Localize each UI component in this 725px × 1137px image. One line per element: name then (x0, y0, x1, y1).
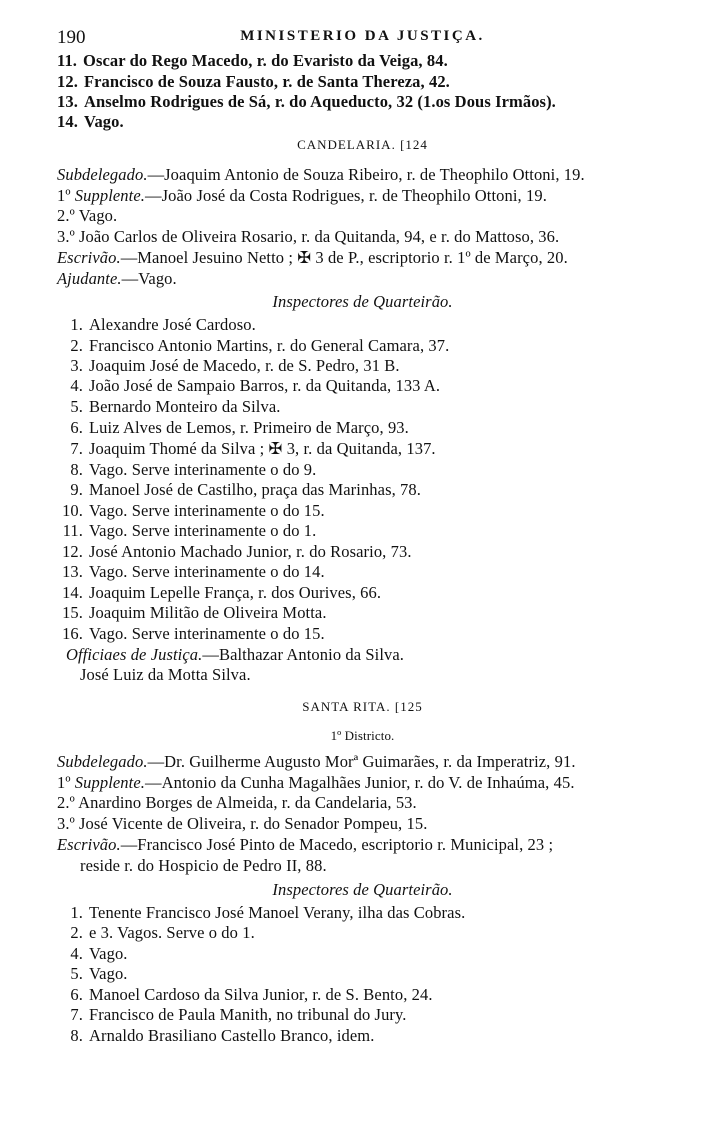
item-text: Vago. Serve interinamente o do 9. (89, 460, 317, 479)
item-text: Arnaldo Brasiliano Castello Branco, idem. (89, 1026, 375, 1045)
text-line (57, 944, 128, 964)
item-text: Francisco de Souza Fausto, r. de Santa Thereza, 42. (83, 72, 450, 91)
item-number: 10. (62, 501, 83, 520)
item-number: 8. (70, 1026, 83, 1045)
role-label: Ajudante. (57, 269, 122, 288)
item-text: Francisco de Paula Manith, no tribunal do Jury. (89, 1005, 407, 1024)
item-text: Joaquim Thomé da Silva ; ✠ 3, r. da Quitanda, 137. (89, 439, 436, 458)
item-text: Manoel José de Castilho, praça das Marinhas, 78. (89, 480, 421, 499)
item-number: 6. (70, 418, 83, 437)
item-text: Joaquim José de Macedo, r. de S. Pedro, 31 B. (89, 356, 400, 375)
item-number: 2. (70, 923, 83, 942)
ordinal: 1º (57, 773, 75, 792)
role-text: —Antonio da Cunha Magalhães Junior, r. do V. de Inhaúma, 45. (145, 773, 575, 792)
item-number: 14. (62, 583, 83, 602)
text-line (57, 562, 325, 582)
text-line (57, 1026, 374, 1046)
item-text: Luiz Alves de Lemos, r. Primeiro de Março, 93. (89, 418, 409, 437)
role-label: Subdelegado. (57, 752, 148, 771)
item-number: 2. (70, 336, 83, 355)
text-line (57, 773, 575, 793)
item-number: 11. (62, 521, 83, 540)
role-label: Supplente. (74, 773, 145, 792)
text-line (57, 542, 412, 562)
text-line (57, 624, 325, 644)
text-line (57, 336, 449, 356)
text-line (57, 985, 433, 1005)
role-label: Subdelegado. (57, 165, 148, 184)
text-line: 2.º Anardino Borges de Almeida, r. da Candelaria, 53. (57, 793, 417, 812)
text-line (57, 248, 568, 268)
text-line (57, 439, 436, 459)
item-number: 5. (70, 397, 83, 416)
item-number: 13. (62, 562, 83, 581)
item-number: 5. (70, 964, 83, 983)
item-text: Francisco Antonio Martins, r. do General Camara, 37. (89, 336, 450, 355)
role-label: Supplente. (74, 186, 145, 205)
role-label: Officiaes de Justiça. (66, 645, 203, 664)
subheading: Inspectores de Quarteirão. (272, 880, 453, 899)
item-text: Oscar do Rego Macedo, r. do Evaristo da Veiga, 84. (83, 51, 448, 70)
item-text: Bernardo Monteiro da Silva. (89, 397, 281, 416)
item-text: Alexandre José Cardoso. (89, 315, 256, 334)
item-number: 12. (62, 542, 83, 561)
page-number: 190 (57, 27, 86, 48)
text-line: 2.º Vago. (57, 206, 118, 225)
text-line: reside r. do Hospicio de Pedro II, 88. (80, 856, 327, 875)
subheading: 1º Districto. (330, 728, 395, 743)
role-text: —Dr. Guilherme Augusto Morª Guimarães, r. da Imperatriz, 91. (147, 752, 576, 771)
text-line (57, 583, 381, 603)
text-line (57, 903, 465, 923)
text-line (57, 92, 556, 112)
text-line (57, 418, 409, 438)
text-line (57, 923, 255, 943)
text-line (57, 480, 421, 500)
text-line (57, 460, 316, 480)
text-line (57, 51, 448, 71)
item-number: 7. (70, 439, 83, 458)
text-line (57, 964, 128, 984)
role-label: Escrivão. (57, 248, 121, 267)
item-number: 13. (57, 92, 78, 111)
item-text: Manoel Cardoso da Silva Junior, r. de S. Bento, 24. (89, 985, 433, 1004)
item-number: 1. (70, 315, 83, 334)
text-line (57, 376, 440, 396)
subheading: Inspectores de Quarteirão. (272, 292, 453, 311)
item-number: 14. (57, 112, 78, 131)
ordinal: 1º (57, 186, 75, 205)
item-number: 7. (70, 1005, 83, 1024)
text-line: José Luiz da Motta Silva. (80, 665, 251, 684)
role-text: —Manoel Jesuino Netto ; ✠ 3 de P., escriptorio r. 1º de Março, 20. (120, 248, 568, 267)
item-text: Vago. Serve interinamente o do 1. (89, 521, 317, 540)
section-heading: CANDELARIA. [124 (297, 137, 428, 152)
item-text: Vago. Serve interinamente o do 15. (89, 501, 325, 520)
item-text: Tenente Francisco José Manoel Verany, ilha das Cobras. (89, 903, 466, 922)
text-line (57, 1005, 407, 1025)
role-text: —Balthazar Antonio da Silva. (202, 645, 405, 664)
item-text: José Antonio Machado Junior, r. do Rosario, 73. (89, 542, 412, 561)
page-title: MINISTERIO DA JUSTIÇA. (240, 28, 485, 44)
item-text: Vago. Serve interinamente o do 14. (89, 562, 325, 581)
item-text: Anselmo Rodrigues de Sá, r. do Aqueducto, 32 (1.os Dous Irmãos). (83, 92, 556, 111)
role-text: —Joaquim Antonio de Souza Ribeiro, r. de Theophilo Ottoni, 19. (147, 165, 585, 184)
text-line (57, 112, 124, 132)
text-line (57, 752, 576, 772)
text-line: 3.º João Carlos de Oliveira Rosario, r. da Quitanda, 94, e r. do Mattoso, 36. (57, 227, 560, 246)
item-number: 6. (70, 985, 83, 1004)
text-line: 3.º José Vicente de Oliveira, r. do Senador Pompeu, 15. (57, 814, 428, 833)
text-line (57, 72, 450, 92)
item-number: 9. (70, 480, 83, 499)
item-text: Vago. (89, 944, 128, 963)
role-label: Escrivão. (57, 835, 121, 854)
item-number: 3. (70, 356, 83, 375)
item-number: 11. (57, 51, 78, 70)
text-line (57, 397, 281, 417)
item-text: e 3. Vagos. Serve o do 1. (89, 923, 255, 942)
item-number: 15. (62, 603, 83, 622)
role-text: —João José da Costa Rodrigues, r. de Theophilo Ottoni, 19. (145, 186, 547, 205)
text-line (66, 645, 404, 665)
item-number: 4. (70, 944, 83, 963)
text-line (57, 603, 327, 623)
text-line (57, 315, 256, 335)
text-line (57, 356, 400, 376)
item-text: João José de Sampaio Barros, r. da Quitanda, 133 A. (89, 376, 441, 395)
text-line (57, 521, 316, 541)
item-text: Joaquim Militão de Oliveira Motta. (89, 603, 327, 622)
item-text: Vago. (83, 112, 124, 131)
item-text: Vago. (89, 964, 128, 983)
item-number: 4. (70, 376, 83, 395)
item-number: 16. (62, 624, 83, 643)
item-text: Joaquim Lepelle França, r. dos Ourives, 66. (89, 583, 382, 602)
item-number: 8. (70, 460, 83, 479)
role-text: —Vago. (121, 269, 177, 288)
text-line (57, 186, 547, 206)
item-number: 12. (57, 72, 78, 91)
section-heading: SANTA RITA. [125 (302, 699, 423, 714)
text-line (57, 501, 325, 521)
item-text: Vago. Serve interinamente o do 15. (89, 624, 325, 643)
text-line (57, 835, 553, 855)
text-line (57, 165, 585, 185)
item-number: 1. (70, 903, 83, 922)
text-line (57, 269, 177, 289)
role-text: —Francisco José Pinto de Macedo, escriptorio r. Municipal, 23 ; (120, 835, 554, 854)
